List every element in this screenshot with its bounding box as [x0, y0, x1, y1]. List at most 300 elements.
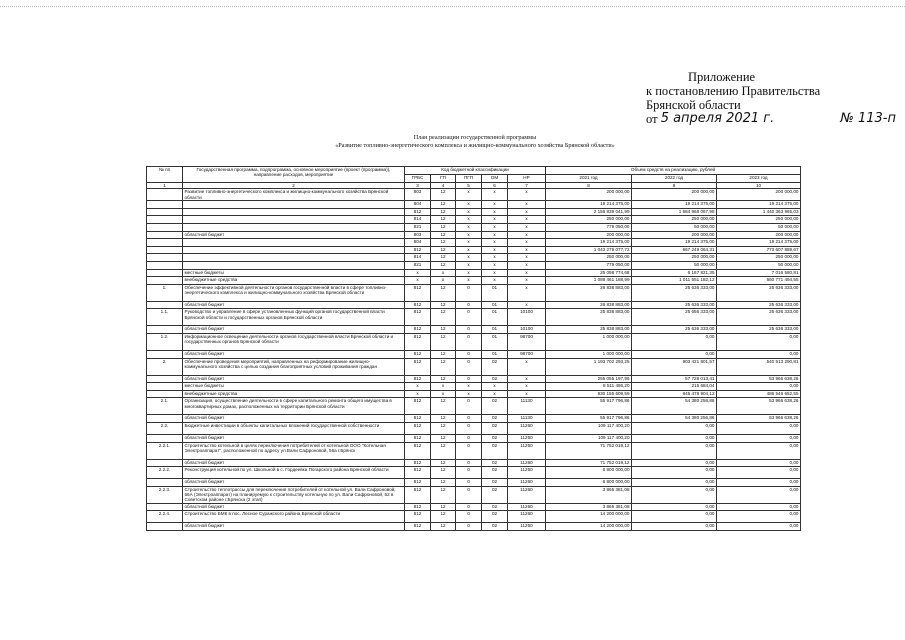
cell-om: 01 — [482, 309, 508, 326]
cell-grbs: 812 — [405, 358, 431, 375]
cell-nr: 11260 — [508, 523, 546, 531]
cell-num — [147, 390, 183, 398]
cell-om: 02 — [482, 479, 508, 487]
cell-y2021: 250 000,00 — [546, 254, 632, 262]
cell-grbs: 812 — [405, 523, 431, 531]
cell-grbs: 814 — [405, 254, 431, 262]
cell-y2023: 0,00 — [717, 486, 801, 503]
cell-num: 2.2.1. — [147, 442, 183, 459]
cell-gp: 12 — [431, 224, 456, 232]
cell-gp: 12 — [431, 326, 456, 334]
cell-y2022: 0,00 — [632, 467, 717, 479]
cell-y2022: 0,00 — [632, 486, 717, 503]
cell-grbs: 821 — [405, 224, 431, 232]
cell-num — [147, 351, 183, 359]
cell-pgp: 0 — [456, 422, 482, 434]
cell-om: х — [482, 239, 508, 247]
cell-grbs: 803 — [405, 231, 431, 239]
cell-y2021: 200 000,00 — [546, 189, 632, 201]
cell-y2022: 19 214 375,00 — [632, 201, 717, 209]
cell-gp: х — [431, 269, 456, 277]
cell-om: 02 — [482, 358, 508, 375]
header-budget-class: Код бюджетной классификации — [405, 167, 546, 175]
cell-y2022: 50 000,00 — [632, 224, 717, 232]
cell-num — [147, 262, 183, 270]
cell-y2022: 0,00 — [632, 434, 717, 442]
cell-nr: х — [508, 239, 546, 247]
table-row — [147, 334, 801, 351]
cell-y2021: 930 155 609,59 — [546, 390, 632, 398]
cell-pgp: х — [456, 189, 482, 201]
stamp-line-resolution: к постановлению Правительства — [646, 84, 821, 98]
table-row — [147, 486, 801, 503]
cell-nr: 11260 — [508, 434, 546, 442]
cell-name: областной бюджет — [183, 503, 405, 511]
cell-y2021: 6 800 000,00 — [546, 467, 632, 479]
cell-y2023: 50 000,00 — [717, 224, 801, 232]
cell-om: х — [482, 269, 508, 277]
cell-om: х — [482, 189, 508, 201]
cell-y2023: 0,00 — [717, 434, 801, 442]
table-row — [147, 224, 801, 232]
cell-grbs: 803 — [405, 189, 431, 201]
cell-pgp: х — [456, 254, 482, 262]
cell-pgp: х — [456, 239, 482, 247]
cell-num — [147, 246, 183, 254]
cell-om: 02 — [482, 467, 508, 479]
cell-gp: 12 — [431, 523, 456, 531]
cell-y2021: 3 865 381,08 — [546, 503, 632, 511]
cell-y2023: 0,00 — [717, 383, 801, 391]
cell-nr: 11260 — [508, 467, 546, 479]
cell-om: х — [482, 216, 508, 224]
cell-y2023: 25 636 333,00 — [717, 301, 801, 309]
cell-num — [147, 208, 183, 216]
cell-pgp: 0 — [456, 358, 482, 375]
cell-y2023: 19 214 375,00 — [717, 239, 801, 247]
cell-nr: х — [508, 358, 546, 375]
cell-pgp: 0 — [456, 511, 482, 523]
cell-grbs: х — [405, 383, 431, 391]
cell-nr: х — [508, 269, 546, 277]
cell-grbs: 812 — [405, 422, 431, 434]
cell-pgp: х — [456, 383, 482, 391]
table-row — [147, 523, 801, 531]
stamp-line-region: Брянской области — [646, 98, 741, 112]
cell-y2022: 845 478 904,12 — [632, 390, 717, 398]
cell-om: 02 — [482, 503, 508, 511]
header-pgp: ПГП — [456, 175, 482, 183]
cell-y2021: 26 838 883,00 — [546, 301, 632, 309]
cell-y2022: 0,00 — [632, 334, 717, 351]
cell-name: областной бюджет — [183, 351, 405, 359]
cell-name: областной бюджет — [183, 523, 405, 531]
column-number: 9 — [632, 183, 717, 189]
cell-gp: 12 — [431, 284, 456, 301]
cell-y2021: 26 838 883,00 — [546, 284, 632, 301]
cell-om: 02 — [482, 375, 508, 383]
cell-nr: х — [508, 383, 546, 391]
cell-num: 1.1. — [147, 309, 183, 326]
cell-gp: 12 — [431, 239, 456, 247]
cell-name: областной бюджет — [183, 415, 405, 423]
cell-pgp: х — [456, 269, 482, 277]
cell-nr: х — [508, 301, 546, 309]
cell-y2021: 779 050,00 — [546, 262, 632, 270]
cell-om: х — [482, 231, 508, 239]
cell-y2021: 55 917 796,86 — [546, 398, 632, 415]
cell-om: х — [482, 254, 508, 262]
table-row — [147, 479, 801, 487]
cell-grbs: 812 — [405, 309, 431, 326]
cell-nr: х — [508, 208, 546, 216]
cell-om: 01 — [482, 326, 508, 334]
cell-name — [183, 239, 405, 247]
cell-gp: 12 — [431, 434, 456, 442]
cell-name: областной бюджет — [183, 326, 405, 334]
cell-gp: х — [431, 390, 456, 398]
cell-om: 01 — [482, 351, 508, 359]
cell-pgp: х — [456, 201, 482, 209]
cell-y2022: 54 380 256,86 — [632, 398, 717, 415]
cell-nr: х — [508, 284, 546, 301]
cell-pgp: 0 — [456, 503, 482, 511]
stamp-number: № 113-п — [840, 111, 896, 126]
cell-num: 2.1. — [147, 398, 183, 415]
cell-y2023: 19 214 375,00 — [717, 201, 801, 209]
cell-name: областной бюджет — [183, 479, 405, 487]
header-nr: НР — [508, 175, 546, 183]
cell-name: областной бюджет — [183, 459, 405, 467]
cell-num — [147, 301, 183, 309]
cell-y2021: 8 511 486,20 — [546, 383, 632, 391]
cell-y2021: 14 200 000,00 — [546, 523, 632, 531]
cell-gp: 12 — [431, 189, 456, 201]
cell-y2022: 0,00 — [632, 422, 717, 434]
cell-name: областной бюджет — [183, 301, 405, 309]
cell-pgp: 0 — [456, 434, 482, 442]
cell-num — [147, 459, 183, 467]
cell-name: местные бюджеты — [183, 269, 405, 277]
cell-grbs: 812 — [405, 326, 431, 334]
cell-num — [147, 216, 183, 224]
header-om: ОМ — [482, 175, 508, 183]
cell-y2021: 3 865 381,08 — [546, 486, 632, 503]
cell-num — [147, 503, 183, 511]
cell-pgp: х — [456, 224, 482, 232]
cell-pgp: х — [456, 246, 482, 254]
cell-grbs: х — [405, 390, 431, 398]
cell-grbs: 812 — [405, 208, 431, 216]
cell-y2023: 0,00 — [717, 503, 801, 511]
cell-y2023: 0,00 — [717, 459, 801, 467]
cell-om: 02 — [482, 398, 508, 415]
column-number: 10 — [717, 183, 801, 189]
table-row — [147, 511, 801, 523]
cell-pgp: 0 — [456, 301, 482, 309]
cell-y2023: 0,00 — [717, 334, 801, 351]
cell-nr: 10100 — [508, 309, 546, 326]
cell-y2022: 0,00 — [632, 511, 717, 523]
cell-y2023: 0,00 — [717, 523, 801, 531]
header-grbs: ГРБС — [405, 175, 431, 183]
cell-y2022: 57 728 013,41 — [632, 375, 717, 383]
cell-num: 2.2.2. — [147, 467, 183, 479]
cell-pgp: 0 — [456, 467, 482, 479]
cell-y2022: 200 000,00 — [632, 231, 717, 239]
cell-grbs: 821 — [405, 262, 431, 270]
cell-grbs: 812 — [405, 442, 431, 459]
cell-gp: 12 — [431, 479, 456, 487]
cell-gp: 12 — [431, 503, 456, 511]
cell-y2021: 1 000 000,00 — [546, 351, 632, 359]
cell-grbs: 812 — [405, 415, 431, 423]
cell-y2023: 50 000,00 — [717, 262, 801, 270]
cell-y2022: 1 684 968 067,98 — [632, 208, 717, 216]
cell-gp: 12 — [431, 486, 456, 503]
cell-nr: 11260 — [508, 442, 546, 459]
cell-y2023: 25 636 333,00 — [717, 309, 801, 326]
cell-y2022: 0,00 — [632, 523, 717, 531]
cell-gp: 12 — [431, 459, 456, 467]
cell-num: 2.2. — [147, 422, 183, 434]
cell-num — [147, 375, 183, 383]
cell-y2023: 0,00 — [717, 351, 801, 359]
cell-grbs: 812 — [405, 503, 431, 511]
cell-gp: 12 — [431, 231, 456, 239]
cell-grbs: 804 — [405, 239, 431, 247]
header-2021: 2021 год — [546, 175, 632, 183]
column-number: 1 — [147, 183, 183, 189]
cell-y2022: 903 421 801,57 — [632, 358, 717, 375]
cell-name: Развитие топливно-энергетического комплекса и жилищно-коммунального хозяйства Брянской области — [183, 189, 405, 201]
table-row — [147, 284, 801, 301]
cell-gp: 12 — [431, 208, 456, 216]
cell-om: 02 — [482, 434, 508, 442]
cell-name — [183, 224, 405, 232]
cell-gp: 12 — [431, 398, 456, 415]
cell-gp: 12 — [431, 216, 456, 224]
cell-y2022: 25 636 333,00 — [632, 301, 717, 309]
cell-y2022: 250 000,00 — [632, 254, 717, 262]
cell-y2021: 2 156 839 041,99 — [546, 208, 632, 216]
cell-y2022: 50 000,00 — [632, 262, 717, 270]
cell-y2021: 255 055 197,96 — [546, 375, 632, 383]
cell-om: х — [482, 383, 508, 391]
table-row — [147, 390, 801, 398]
cell-pgp: 0 — [456, 351, 482, 359]
cell-om: 02 — [482, 459, 508, 467]
cell-name — [183, 254, 405, 262]
cell-y2021: 779 050,00 — [546, 224, 632, 232]
cell-gp: 12 — [431, 467, 456, 479]
cell-grbs: 812 — [405, 351, 431, 359]
cell-nr: х — [508, 262, 546, 270]
cell-om: 02 — [482, 486, 508, 503]
approval-stamp — [646, 70, 896, 126]
table-row — [147, 415, 801, 423]
cell-y2022: 215 684,04 — [632, 383, 717, 391]
cell-om: х — [482, 208, 508, 216]
table-row — [147, 326, 801, 334]
cell-gp: 12 — [431, 201, 456, 209]
column-number: 6 — [482, 183, 508, 189]
cell-pgp: 0 — [456, 479, 482, 487]
cell-pgp: х — [456, 208, 482, 216]
cell-y2022: 25 636 333,00 — [632, 326, 717, 334]
table-row — [147, 216, 801, 224]
cell-pgp: 0 — [456, 334, 482, 351]
cell-y2022: 25 636 333,00 — [632, 284, 717, 301]
cell-gp: 12 — [431, 415, 456, 423]
cell-pgp: х — [456, 277, 482, 285]
cell-num — [147, 326, 183, 334]
cell-num — [147, 189, 183, 201]
cell-nr: 11260 — [508, 511, 546, 523]
cell-y2021: 6 800 000,00 — [546, 479, 632, 487]
cell-y2023: 486 546 652,55 — [717, 390, 801, 398]
stamp-date-line — [646, 112, 896, 126]
cell-nr: 11130 — [508, 415, 546, 423]
cell-y2022: 0,00 — [632, 479, 717, 487]
cell-y2023: 200 000,00 — [717, 189, 801, 201]
document-title-line1: План реализации государственной программы — [413, 134, 537, 141]
cell-pgp: 0 — [456, 309, 482, 326]
cell-om: 02 — [482, 442, 508, 459]
cell-nr: х — [508, 201, 546, 209]
cell-pgp: х — [456, 231, 482, 239]
cell-name: Обеспечение эффективной деятельности органов государственной власти в сфере топливно-энергетического комплекса и жилищно-коммунального хозяйства Брянской области — [183, 284, 405, 301]
cell-grbs: х — [405, 277, 431, 285]
cell-nr: х — [508, 231, 546, 239]
cell-y2023: 25 636 333,00 — [717, 326, 801, 334]
cell-y2023: 0,00 — [717, 442, 801, 459]
header-name: Государственная программа, подпрограмма, основное мероприятие (проект (программа)), направление расходов, мероприятие — [183, 167, 405, 183]
cell-y2022: 250 000,00 — [632, 216, 717, 224]
cell-y2021: 25 838 883,00 — [546, 309, 632, 326]
cell-y2021: 109 117 400,20 — [546, 422, 632, 434]
cell-num — [147, 415, 183, 423]
cell-pgp: х — [456, 390, 482, 398]
cell-nr: 11260 — [508, 503, 546, 511]
cell-om: 01 — [482, 334, 508, 351]
cell-grbs: х — [405, 269, 431, 277]
cell-y2023: 7 016 580,81 — [717, 269, 801, 277]
table-row — [147, 277, 801, 285]
table-row — [147, 262, 801, 270]
cell-grbs: 814 — [405, 216, 431, 224]
cell-nr: 11260 — [508, 479, 546, 487]
table-row — [147, 239, 801, 247]
column-number: 2 — [183, 183, 405, 189]
header-2022: 2022 год — [632, 175, 717, 183]
cell-y2021: 1 000 000,00 — [546, 334, 632, 351]
cell-nr: 98700 — [508, 351, 546, 359]
table-row — [147, 375, 801, 383]
cell-grbs: 812 — [405, 459, 431, 467]
column-number: 5 — [456, 183, 482, 189]
cell-nr: 11130 — [508, 398, 546, 415]
table-row — [147, 434, 801, 442]
cell-y2023: 53 966 638,26 — [717, 375, 801, 383]
cell-y2021: 25 838 883,00 — [546, 326, 632, 334]
cell-grbs: 812 — [405, 486, 431, 503]
cell-y2021: 1 088 461 188,99 — [546, 277, 632, 285]
column-number: 7 — [508, 183, 546, 189]
cell-grbs: 812 — [405, 375, 431, 383]
cell-name — [183, 201, 405, 209]
cell-y2022: 0,00 — [632, 442, 717, 459]
cell-om: х — [482, 201, 508, 209]
cell-num — [147, 254, 183, 262]
cell-nr: 11260 — [508, 486, 546, 503]
document-title — [150, 134, 800, 150]
cell-num — [147, 523, 183, 531]
cell-gp: 12 — [431, 442, 456, 459]
cell-gp: 12 — [431, 422, 456, 434]
cell-name: Строительство теплотрассы для переключения потребителей от котельной ул. Вали Сафроновой, 56А (Электроаппарат) на планируемую к строительству котельную по ул. Вали Сафроновой, 52 в Советском районе г.Брянска (2 этап) — [183, 486, 405, 503]
cell-y2021: 250 000,00 — [546, 216, 632, 224]
cell-y2022: 6 167 821,35 — [632, 269, 717, 277]
cell-om: х — [482, 246, 508, 254]
cell-num: 2.2.3. — [147, 486, 183, 503]
cell-nr: 98700 — [508, 334, 546, 351]
cell-grbs: 812 — [405, 398, 431, 415]
cell-num — [147, 239, 183, 247]
cell-num: 1.2. — [147, 334, 183, 351]
table-row — [147, 467, 801, 479]
cell-y2023: 200 000,00 — [717, 231, 801, 239]
cell-gp: 12 — [431, 262, 456, 270]
header-num: № пп — [147, 167, 183, 183]
cell-grbs: 812 — [405, 467, 431, 479]
scan-edge-dots — [0, 6, 905, 9]
stamp-date-prefix: от — [646, 112, 658, 126]
column-number: 4 — [431, 183, 456, 189]
cell-num — [147, 231, 183, 239]
header-gp: ГП — [431, 175, 456, 183]
cell-y2021: 200 000,00 — [546, 231, 632, 239]
cell-pgp: 0 — [456, 375, 482, 383]
table-row — [147, 383, 801, 391]
cell-y2023: 53 966 638,26 — [717, 415, 801, 423]
cell-y2023: 1 440 363 965,03 — [717, 208, 801, 216]
cell-y2021: 25 098 774,68 — [546, 269, 632, 277]
header-volume: Объем средств на реализацию, рублей — [546, 167, 801, 175]
stamp-line-appendix: Приложение — [688, 70, 756, 84]
cell-num — [147, 224, 183, 232]
column-number: 8 — [546, 183, 632, 189]
cell-nr: х — [508, 390, 546, 398]
cell-nr: х — [508, 246, 546, 254]
cell-gp: 12 — [431, 511, 456, 523]
cell-grbs: 812 — [405, 479, 431, 487]
cell-y2021: 1 193 702 293,25 — [546, 358, 632, 375]
cell-nr: 10100 — [508, 326, 546, 334]
cell-om: 02 — [482, 511, 508, 523]
cell-nr: х — [508, 375, 546, 383]
document-title-line2: «Развитие топливно-энергетического комплекса и жилищно-коммунального хозяйства Брянской области» — [335, 142, 615, 149]
cell-y2022: 54 380 256,86 — [632, 415, 717, 423]
cell-om: х — [482, 277, 508, 285]
cell-name: областной бюджет — [183, 231, 405, 239]
cell-y2022: 667 249 064,31 — [632, 246, 717, 254]
cell-y2023: 0,00 — [717, 422, 801, 434]
cell-om: 02 — [482, 523, 508, 531]
cell-y2022: 200 000,00 — [632, 189, 717, 201]
table-row — [147, 301, 801, 309]
table-row — [147, 459, 801, 467]
